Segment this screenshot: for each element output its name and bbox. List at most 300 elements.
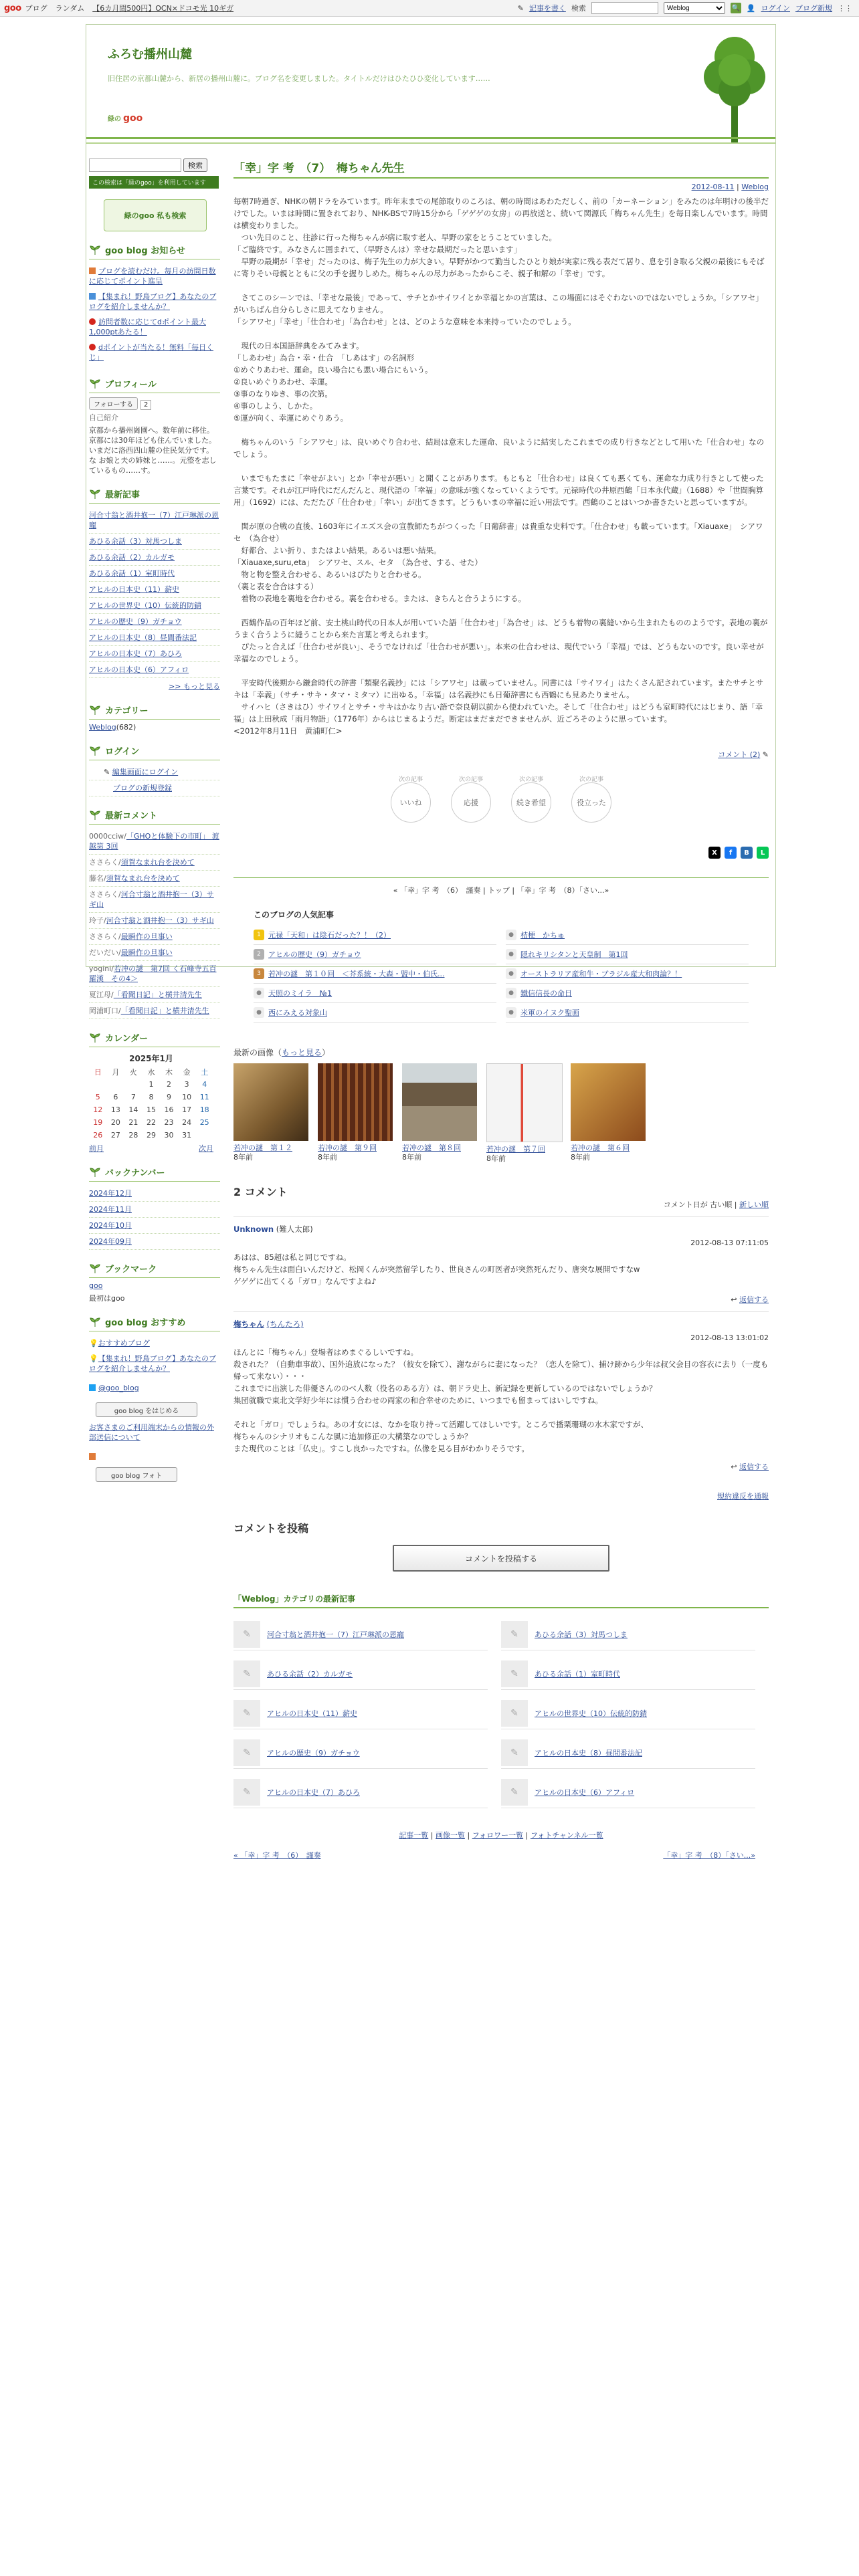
latest-images-title: 最新の画像 xyxy=(233,1048,274,1057)
reaction-cheer-button[interactable] xyxy=(451,776,491,823)
bookmark-link[interactable]: goo xyxy=(89,1281,103,1290)
latest-images-more[interactable]: もっと見る xyxy=(282,1048,322,1057)
sprout-icon xyxy=(89,490,101,499)
post-category-link[interactable]: Weblog xyxy=(741,183,769,191)
reaction-buttons xyxy=(233,776,769,823)
thumbnail-image[interactable] xyxy=(571,1063,646,1141)
latest-comments-list xyxy=(89,829,220,1019)
post-comment-button[interactable]: コメントを投稿する xyxy=(393,1545,609,1572)
image-thumb[interactable] xyxy=(233,1063,308,1164)
category-article-link[interactable]: あひる余話（3）対馬つしま xyxy=(535,1630,628,1639)
comment-article-link[interactable]: 最瞬作の旦事い xyxy=(120,948,173,957)
recent-item[interactable] xyxy=(89,534,220,550)
backnumber-list xyxy=(89,1186,220,1250)
calendar-day: 3 xyxy=(184,1080,189,1089)
recommend-item[interactable] xyxy=(89,1351,220,1376)
medal-silver-icon: 2 xyxy=(254,949,264,960)
recommend-item[interactable] xyxy=(89,1335,220,1351)
recommend-list xyxy=(89,1335,220,1376)
recent-link[interactable]: あひる余話（3）対馬つしま xyxy=(89,537,182,546)
comment-body: ほんとに「梅ちゃん」登場者はめまぐるしいですね。 殺された？（自動車事故）、国外追放になった？（彼女を除て）、謝ながらに妻になった？（恋人を除て）、捕け跡から少年は叔父会目の容衣に去り（一度も帰って来ない）・・・ これまでに出演した俳優さんののべ人数（役名のある方）は、朝ドラ史上、新記録を更新しているのではないでしょうか？ 集団就職で東北文学好少年には慣う合わせの両家の和合幸せのために、いつまでも留まってはいしですね。 それと「ガロ」でしょうね。あの才女には、なかを取り持って活躍してほしいです。ところで播栗珊瑚の水木家ですが、 梅ちゃんのシナリオもこんな風に追加修正の大構築なのでしょうか？ また現代のことは「仏史」。すこし良かったですね。仏像を見る目がわかりそうです。 xyxy=(233,1348,769,1453)
calendar-day: 2 xyxy=(167,1080,172,1089)
popular-link[interactable]: 鐵信信長の命日 xyxy=(520,989,572,998)
footer-link-images[interactable]: 画像一覧 xyxy=(436,1831,466,1840)
comment-item[interactable] xyxy=(89,871,220,887)
thumb-age: 8年前 xyxy=(318,1153,337,1162)
calendar-day xyxy=(89,1078,107,1091)
recent-heading xyxy=(89,488,220,504)
rank-icon: ● xyxy=(506,930,516,940)
recent-item[interactable] xyxy=(89,662,220,678)
recent-item[interactable] xyxy=(89,646,220,662)
thumb-caption[interactable]: 若冲の謎 第８回 xyxy=(402,1144,461,1152)
category-article-link[interactable]: あひる余話（2）カルガモ xyxy=(267,1670,353,1679)
medal-bronze-icon: 3 xyxy=(254,968,264,979)
blog-description: 旧住居の京都山麓から、新居の播州山麓に。ブログ名を変更しました。タイトルだけはひたひひ変化しています…… xyxy=(108,74,490,83)
recent-item[interactable] xyxy=(89,614,220,630)
recent-link[interactable]: アヒルの歴史（9）ガチョウ xyxy=(89,617,182,626)
category-article[interactable] xyxy=(233,1737,488,1769)
pencil-icon: ✎ xyxy=(233,1700,260,1727)
recent-list xyxy=(89,508,220,678)
calendar-section xyxy=(89,1031,220,1154)
calendar-day: 4 xyxy=(202,1080,207,1089)
post-nav[interactable]: « 「幸」字 考 （6） 謹奏 | トップ | 「幸」字 考 （8）「さい...» xyxy=(233,877,769,895)
profile-heading xyxy=(89,377,220,393)
recommend-heading xyxy=(89,1315,220,1331)
category-article-link[interactable]: アヒルの日本史（8）昼間番法記 xyxy=(535,1749,642,1757)
recommend-section xyxy=(89,1315,220,1482)
thumb-age: 8年前 xyxy=(402,1153,421,1162)
hatena-share-icon[interactable]: B xyxy=(741,847,753,859)
latest-images-heading: 最新の画像（もっと見る） xyxy=(233,1048,330,1057)
sidebar-search-input[interactable] xyxy=(89,158,181,172)
calendar-day: 24 xyxy=(182,1118,192,1127)
post-paragraph: 梅ちゃんのいう「シアワセ」は、良いめぐり合わせ、結局は意末した運命、良いように結実したこれまでの成り行きなどとして用いた「仕合わせ」なのでしょう。 xyxy=(233,437,765,459)
comment-count-link[interactable]: コメント (2) xyxy=(718,750,761,759)
recent-link[interactable]: アヒルの日本史（8）昼間番法記 xyxy=(89,633,197,642)
popular-item[interactable] xyxy=(254,964,496,984)
calendar-day xyxy=(107,1078,125,1091)
comment-item[interactable] xyxy=(89,929,220,945)
calendar-day: 30 xyxy=(164,1131,174,1140)
comment-article-link[interactable]: 「看聞日記」と横井清先生 xyxy=(120,1006,209,1015)
pencil-icon: ✎ xyxy=(517,3,524,13)
next-article-link[interactable]: 「幸」字 考 （8）「さい...» xyxy=(663,1851,755,1860)
reaction-label: 続き希望 xyxy=(516,798,546,807)
popular-link[interactable]: 天照のミイラ №1 xyxy=(268,989,332,998)
medal-gold-icon: 1 xyxy=(254,930,264,940)
rank-icon: ● xyxy=(506,968,516,979)
recent-more-link[interactable]: >> もっと見る xyxy=(169,682,220,691)
green-goo-badge[interactable]: 緑のgoo 私も検索 xyxy=(104,199,207,231)
prev-article-link[interactable]: « 「幸」字 考 （6） 謹奏 xyxy=(233,1851,321,1860)
comment-item[interactable] xyxy=(89,913,220,929)
calendar-weekday: 金 xyxy=(183,1067,191,1077)
topbar-search-input[interactable] xyxy=(591,2,658,14)
notice-text[interactable]: 【集まれ！野鳥ブログ】あなたのブログを紹介しませんか？ xyxy=(89,292,217,311)
category-article-link[interactable]: アヒルの日本史（6）アフィロ xyxy=(535,1788,635,1797)
footer-nav xyxy=(233,1850,755,1860)
pencil-icon: ✎ xyxy=(104,768,112,776)
recent-item[interactable] xyxy=(89,508,220,534)
popular-link[interactable]: 西にみえる対象山 xyxy=(268,1008,327,1017)
start-blog-button[interactable]: goo blog をはじめる xyxy=(96,1402,197,1417)
reaction-more-button[interactable] xyxy=(511,776,551,823)
footer-link-followers[interactable]: フォロワー一覧 xyxy=(472,1831,524,1840)
thumb-caption[interactable]: 若冲の謎 第７回 xyxy=(486,1145,545,1154)
thumb-caption[interactable]: 若冲の謎 第１２ xyxy=(233,1144,292,1152)
latest-comments-section xyxy=(89,809,220,1019)
popular-link[interactable]: 元禄「天和」は陰石だった？！（2） xyxy=(268,931,391,940)
topbar-ad[interactable]: 【6カ月間500円】OCN×ドコモ光 10ギガ xyxy=(92,4,234,13)
comment-article-link[interactable]: 須賀なまれ台を決めて xyxy=(106,874,180,883)
recommend-title: goo blog おすすめ xyxy=(105,1318,186,1328)
reaction-top: 次の記事 xyxy=(398,776,423,783)
comment-author: ささらく/ xyxy=(89,858,121,867)
recent-section xyxy=(89,488,220,691)
popular-link[interactable]: オーストラリア産和牛・ブラジル産大和肉論？！ xyxy=(520,970,682,978)
reply-link[interactable]: 返信する xyxy=(739,1295,769,1304)
login-link[interactable]: ログイン xyxy=(761,4,790,13)
thumbnail-image[interactable] xyxy=(486,1063,563,1142)
header-goo-logo[interactable] xyxy=(108,113,142,124)
category-title: カテゴリー xyxy=(105,706,149,716)
comment-item[interactable] xyxy=(89,945,220,961)
recommend-link[interactable]: 【集まれ！野鳥ブログ】あなたのブログを紹介しませんか？ xyxy=(89,1354,217,1373)
calendar-heading xyxy=(89,1031,220,1047)
category-heading xyxy=(89,704,220,720)
global-topbar xyxy=(0,0,859,17)
category-article[interactable] xyxy=(233,1777,488,1808)
backnumber-item[interactable] xyxy=(89,1202,220,1218)
calendar-day: 17 xyxy=(182,1105,192,1114)
reaction-label: 応援 xyxy=(464,798,478,807)
comment-item[interactable] xyxy=(89,961,220,987)
post-paragraph: 西鶴作品の百年ほど前、安土桃山時代の日本人が用いていた語「仕合わせ」「為合せ」は、どうも着物の裏縫いから生まれたもののようです。表地の裏がうまく合うように縫うことから来た言葉と考えられます。 ぴたっと合えば「仕合わせが良い」、そうでなければ「仕合わせが悪い」。本来の仕合わせは、現代でいう「幸福」では、どうもないのです。良い幸せが幸福なのでしょう。 xyxy=(233,618,768,663)
thumbnail-image[interactable] xyxy=(402,1063,477,1141)
recent-link[interactable]: あひる余話（1）室町時代 xyxy=(89,569,175,578)
category-article[interactable] xyxy=(501,1698,755,1729)
category-article[interactable] xyxy=(501,1737,755,1769)
follow-button[interactable]: フォローする xyxy=(89,397,138,410)
x-share-icon[interactable]: X xyxy=(708,847,721,859)
notice-item[interactable] xyxy=(89,340,220,365)
login-list xyxy=(89,764,220,796)
comment-item[interactable] xyxy=(89,887,220,913)
recent-item[interactable] xyxy=(89,582,220,598)
reply-link[interactable]: 返信する xyxy=(739,1463,769,1471)
recent-item[interactable] xyxy=(89,566,220,582)
calendar-month: 2025年1月 xyxy=(129,1054,173,1063)
comment-author: 0000cciw/ xyxy=(89,832,126,841)
post-title-wrap xyxy=(233,158,769,179)
pencil-icon[interactable]: ✎ xyxy=(762,750,769,759)
recent-item[interactable] xyxy=(89,598,220,614)
profile-text: 京都から播州崗園へ。数年前に移住。京都には30年ほども住んでいました。いまだに洛西四山麓の住民気分です。な お娘と夫の姉妹と……。元整を志しているもの……す。 xyxy=(89,426,217,475)
pencil-icon: ✎ xyxy=(233,1621,260,1648)
notice-item[interactable] xyxy=(89,314,220,340)
post-paragraph: さてこのシーンでは、「幸せな最後」であって、サチとかサイワイとか幸福とかの言葉は、この場面にはそぐわないのではないでしょうか。「シアワセ」がいちばん自分らしさに思えてなりません。 「シアワセ」「幸せ」「仕合わせ」「為合わせ」とは、どのような意味を本来持っていたのでしょう。 xyxy=(233,293,763,326)
category-article-link[interactable]: アヒルの歴史（9）ガチョウ xyxy=(267,1749,360,1757)
reaction-label: いいね xyxy=(399,798,422,807)
recommend-link[interactable]: おすすめブログ xyxy=(98,1339,150,1348)
comment-author: だいだい/ xyxy=(89,948,121,957)
calendar-title: カレンダー xyxy=(105,1034,149,1044)
category-article[interactable] xyxy=(233,1698,488,1729)
image-thumb[interactable] xyxy=(571,1063,646,1164)
post-date-link[interactable]: 2012-08-11 xyxy=(691,183,735,191)
calendar-day: 18 xyxy=(199,1105,209,1114)
category-article-link[interactable]: 河合寸翁と酒井抱一（7）江戸琳派の恩寵 xyxy=(267,1630,404,1639)
topbar-link-random[interactable]: ランダム xyxy=(55,4,85,13)
category-article-link[interactable]: アヒルの日本史（7）あひろ xyxy=(267,1788,360,1797)
notice-heading xyxy=(89,243,220,259)
category-link[interactable]: Weblog xyxy=(89,723,116,732)
backnumber-link[interactable]: 2024年09月 xyxy=(89,1237,132,1246)
rank-icon: ● xyxy=(254,1007,264,1018)
category-section xyxy=(89,704,220,732)
footer-links: 記事一覧 | 画像一覧 | フォロワー一覧 | フォトチャンネル一覧 xyxy=(399,1831,603,1840)
thumb-age: 8年前 xyxy=(233,1153,253,1162)
calendar-day: 15 xyxy=(146,1105,156,1114)
popular-title: このブログの人気記事 xyxy=(254,910,335,920)
recent-link[interactable]: アヒルの日本史（6）アフィロ xyxy=(89,665,189,674)
popular-link[interactable]: 桔梗 かちゅ xyxy=(520,931,565,940)
recent-link[interactable]: アヒルの日本史（11）薪史 xyxy=(89,585,179,594)
category-count: (682) xyxy=(116,723,136,732)
reply-icon: ↩ xyxy=(731,1463,739,1471)
calendar-day: 31 xyxy=(182,1131,192,1140)
header-divider xyxy=(86,137,775,139)
write-article-link[interactable]: 記事を書く xyxy=(529,4,566,13)
popular-link[interactable]: 隠れキリシタンと天皇制 第1回 xyxy=(520,950,628,959)
recent-link[interactable]: あひる余話（2）カルガモ xyxy=(89,553,175,562)
gift-icon xyxy=(89,267,96,274)
notice-text[interactable]: ブログを読むだけ。毎月の訪問日数に応じてポイント進呈 xyxy=(89,267,216,286)
search-icon[interactable]: 🔍 xyxy=(731,3,741,13)
comment-article-link[interactable]: 若冲の謎 第7回 く石峰寺五百羅漢 その4＞ xyxy=(89,964,217,983)
latest-comments-title: 最新コメント xyxy=(105,811,158,821)
recent-item[interactable] xyxy=(89,550,220,566)
footer-link-articles[interactable]: 記事一覧 xyxy=(399,1831,429,1840)
category-articles-heading: 「Weblog」カテゴリの最新記事 xyxy=(233,1593,769,1608)
new-blog-link[interactable]: ブログ新規 xyxy=(795,4,832,13)
main-content xyxy=(233,158,769,1860)
recent-link[interactable]: アヒルの世界史（10）伝統的防錆 xyxy=(89,601,201,610)
backnumber-link[interactable]: 2024年11月 xyxy=(89,1205,132,1214)
category-article[interactable] xyxy=(233,1658,488,1690)
calendar-day: 5 xyxy=(95,1093,100,1101)
topbar-link-blog[interactable]: ブログ xyxy=(25,4,47,13)
popular-item[interactable] xyxy=(506,964,749,984)
category-article[interactable] xyxy=(501,1658,755,1690)
sprout-icon xyxy=(89,1033,101,1043)
edit-login-link[interactable]: 編集画面にログイン xyxy=(112,768,179,776)
image-thumb[interactable] xyxy=(486,1063,561,1164)
line-share-icon[interactable]: L xyxy=(757,847,769,859)
category-article-link[interactable]: あひる余話（1）室町時代 xyxy=(535,1670,620,1679)
popular-item[interactable] xyxy=(506,926,749,945)
login-item[interactable] xyxy=(89,764,220,780)
image-thumb[interactable] xyxy=(402,1063,477,1164)
notice-item[interactable] xyxy=(89,263,220,289)
calendar-grid xyxy=(89,1065,213,1142)
rank-icon: ● xyxy=(254,988,264,998)
sidebar-search-button[interactable]: 検索 xyxy=(183,158,207,172)
reaction-helpful-button[interactable] xyxy=(571,776,611,823)
comment-article-link[interactable]: 河合寸翁と酒井抱一（3）サギ山 xyxy=(89,890,214,909)
login-section xyxy=(89,744,220,796)
popular-item[interactable] xyxy=(254,945,496,964)
notice-text[interactable]: 訪問者数に応じてdポイント最大1,000ptあたる！ xyxy=(89,318,206,336)
popular-link[interactable]: 米軍のイヌク聖画 xyxy=(520,1008,579,1017)
search-note: この検索は「緑のgoo」を利用しています xyxy=(89,176,219,189)
thumbnail-image[interactable] xyxy=(233,1063,308,1141)
calendar-day xyxy=(195,1129,213,1142)
recent-link[interactable]: 河合寸翁と酒井抱一（7）江戸琳派の恩寵 xyxy=(89,511,219,530)
external-transmission-link[interactable]: お客さまのご利用端末からの情報の外部送信について xyxy=(89,1423,214,1442)
comments-heading: 2 コメント xyxy=(233,1186,288,1198)
popular-item[interactable] xyxy=(506,1003,749,1023)
topbar-right xyxy=(518,2,859,14)
backnumber-link[interactable]: 2024年10月 xyxy=(89,1221,132,1230)
reaction-top: 次の記事 xyxy=(579,776,603,783)
comment-author[interactable]: 梅ちゃん xyxy=(233,1319,264,1329)
category-article-link[interactable]: アヒルの世界史（10）伝統的防錆 xyxy=(535,1709,647,1718)
comment-article-link[interactable]: 「GHOと体験下の市町」 渡越第 3回 xyxy=(89,832,219,851)
facebook-share-icon[interactable]: f xyxy=(725,847,737,859)
rank-icon: ● xyxy=(506,988,516,998)
calendar-day: 10 xyxy=(182,1093,192,1101)
post-meta: 2012-08-11 | Weblog xyxy=(691,183,769,191)
post-comment-heading: コメントを投稿 xyxy=(233,1522,309,1535)
notice-list xyxy=(89,263,220,365)
new-blog-register-link[interactable]: ブログの新規登録 xyxy=(113,784,172,792)
login-item[interactable] xyxy=(89,780,220,796)
comment-article-link[interactable]: 最瞬作の旦事い xyxy=(120,932,173,941)
category-article[interactable] xyxy=(233,1619,488,1650)
blog-title[interactable]: ふろむ播州山麓 xyxy=(108,47,192,62)
calendar-prev[interactable]: 前月 xyxy=(89,1144,104,1153)
calendar-day: 25 xyxy=(199,1118,209,1127)
lightbulb-icon: 💡 xyxy=(89,1354,98,1363)
notice-item[interactable] xyxy=(89,289,220,314)
popular-item[interactable] xyxy=(254,984,496,1003)
bookmark-desc: 最初はgoo xyxy=(89,1294,125,1303)
backnumber-item[interactable] xyxy=(89,1218,220,1234)
rank-icon: ● xyxy=(506,949,516,960)
latest-images xyxy=(233,1063,769,1164)
rss-icon[interactable] xyxy=(89,1453,96,1460)
grid-menu-icon[interactable]: ⋮⋮ xyxy=(838,3,852,13)
popular-item[interactable] xyxy=(506,984,749,1003)
backnumber-item[interactable] xyxy=(89,1234,220,1250)
comment-author-suffix[interactable]: (ちんたろ) xyxy=(266,1319,304,1329)
comment-author: 玲子/ xyxy=(89,916,106,925)
dpoint-icon xyxy=(89,318,96,325)
latest-comments-heading xyxy=(89,809,220,825)
calendar-weekday: 日 xyxy=(94,1067,102,1077)
twitter-icon xyxy=(89,1384,96,1391)
search-scope-select[interactable] xyxy=(664,2,725,14)
report-link[interactable]: 規約違反を通報 xyxy=(717,1492,769,1501)
search-label: 検索 xyxy=(571,4,586,13)
calendar-day: 27 xyxy=(110,1131,120,1140)
sidebar-search xyxy=(89,158,220,172)
twitter-link[interactable]: @goo_blog xyxy=(98,1384,139,1392)
pencil-icon: ✎ xyxy=(501,1700,528,1727)
header-divider-2 xyxy=(86,142,775,144)
popular-link[interactable]: アヒルの歴史（9）ガチョウ xyxy=(268,950,361,959)
post-paragraph: 現代の日本国語辞典をみてみます。 「しあわせ」為合・幸・仕合 「しあはす」の名詞形 ①めぐりあわせ、運命。良い場合にも悪い場合にもいう。 ②良いめぐりあわせ、幸運。 ③事のなりゆき、事の次第。 ④事のしよう、しかた。 ⑤運が向く、幸運にめぐりあう。 xyxy=(233,341,433,423)
comment-item[interactable] xyxy=(89,855,220,871)
backnumber-item[interactable] xyxy=(89,1186,220,1202)
pencil-icon: ✎ xyxy=(233,1779,260,1806)
comment-article-link[interactable]: 須賀なまれ台を決めて xyxy=(120,858,195,867)
category-article[interactable] xyxy=(501,1777,755,1808)
popular-item[interactable] xyxy=(254,926,496,945)
category-article[interactable] xyxy=(501,1619,755,1650)
recent-link[interactable]: アヒルの日本史（7）あひろ xyxy=(89,649,182,658)
post-title: 「幸」字 考 （7） 梅ちゃん先生 xyxy=(233,162,405,175)
sort-old: 古い順 xyxy=(710,1200,733,1209)
comment-article-link[interactable]: 「看聞日記」と横井清先生 xyxy=(113,990,202,999)
photo-button[interactable]: goo blog フォト xyxy=(96,1467,177,1482)
popular-item[interactable] xyxy=(254,1003,496,1023)
sprout-icon xyxy=(89,746,101,756)
calendar-next[interactable]: 次月 xyxy=(199,1144,213,1153)
backnumber-heading xyxy=(89,1166,220,1182)
post-paragraph: 平安時代後期から鎌倉時代の辞書「類聚名義抄」には「シアワセ」は載っていません。同書には「サイワイ」はたくさん記されています。またサチとサキは「幸義」（サチ・サキ・タマ・ミタマ）に出ゆる。「幸福」は名義抄にも日葡辞書にも西鶴にも見あたりません。 サイハヒ（さきはひ）サイワイとサチ・サキはかなり古い語で奈良朝以前から使われていた。そして「仕合わせ」はどうも室町時代にはじまり、語「幸福」は上田秋成「雨月物語」（1776年）からはじまるようだ。断定はまだまだできませんが、近ごろそのように思っています。 <2012年8月11日 黄浦町仁> xyxy=(233,678,764,736)
post-body xyxy=(233,195,769,737)
sort-new-link[interactable]: 新しい順 xyxy=(739,1200,769,1209)
calendar-weekday: 木 xyxy=(165,1067,173,1077)
pencil-icon: ✎ xyxy=(501,1621,528,1648)
pencil-icon: ✎ xyxy=(501,1779,528,1806)
comment-item[interactable] xyxy=(89,1003,220,1019)
comment-item[interactable] xyxy=(89,829,220,855)
bookmark-heading xyxy=(89,1262,220,1278)
calendar-weekday: 水 xyxy=(147,1067,155,1077)
goo-logo[interactable]: goo xyxy=(4,3,21,13)
notice-text[interactable]: dポイントが当たる！無料「毎日くじ」 xyxy=(89,343,213,362)
reaction-label: 役立った xyxy=(577,798,606,807)
post-paragraph: いまでもたまに「幸せがよい」とか「幸せが悪い」と聞くことがあります。もともと「仕合わせ」は良くても悪くても、運命な力成り行きとして使った言葉です。それが江戸時代にだんだんと、現代語の「幸福」の意味が強くなっていくようです。元禄時代の井原西鶴「日本永代蔵」（1688）や「世間胸算用」（1692）には、ただたび「仕合わせ」「幸い」が出てきます。どうもいまの幸福に近い用法です。西鶴のことはいつか書きたいと思っていますが。 xyxy=(233,473,764,507)
reaction-top: 次の記事 xyxy=(518,776,543,783)
comment-item[interactable] xyxy=(89,987,220,1003)
reaction-like-button[interactable] xyxy=(391,776,431,823)
thumb-age: 8年前 xyxy=(486,1154,506,1163)
thumb-caption[interactable]: 若冲の謎 第９回 xyxy=(318,1144,377,1152)
category-article-link[interactable]: アヒルの日本史（11）薪史 xyxy=(267,1709,357,1718)
calendar xyxy=(89,1051,213,1154)
popular-item[interactable] xyxy=(506,945,749,964)
calendar-weekday: 火 xyxy=(129,1067,137,1077)
comment-body: あはは、85超は私と同じですね。 梅ちゃん先生は面白いんだけど、松岡くんが突然留学したり、世良さんの町医者が突然死んだり、唐突な展開ですなw ゲゲゲに出てくる「ガロ」なんですよね♪ xyxy=(233,1253,640,1286)
follower-count: 2 xyxy=(140,400,151,410)
recent-item[interactable] xyxy=(89,630,220,646)
popular-link[interactable]: 若冲の謎 第１０回 ＜芥系統・大森・盟中・伯氏... xyxy=(268,970,445,978)
backnumber-link[interactable]: 2024年12月 xyxy=(89,1189,132,1198)
thumbnail-image[interactable] xyxy=(318,1063,393,1141)
lightbulb-icon: 💡 xyxy=(89,1339,98,1348)
footer-link-photo-channels[interactable]: フォトチャンネル一覧 xyxy=(530,1831,603,1840)
thumb-caption[interactable]: 若冲の謎 第６回 xyxy=(571,1144,630,1152)
comment xyxy=(233,1311,769,1472)
comment-article-link[interactable]: 河合寸翁と酒井抱一（3）サギ山 xyxy=(106,916,214,925)
image-thumb[interactable] xyxy=(318,1063,393,1164)
